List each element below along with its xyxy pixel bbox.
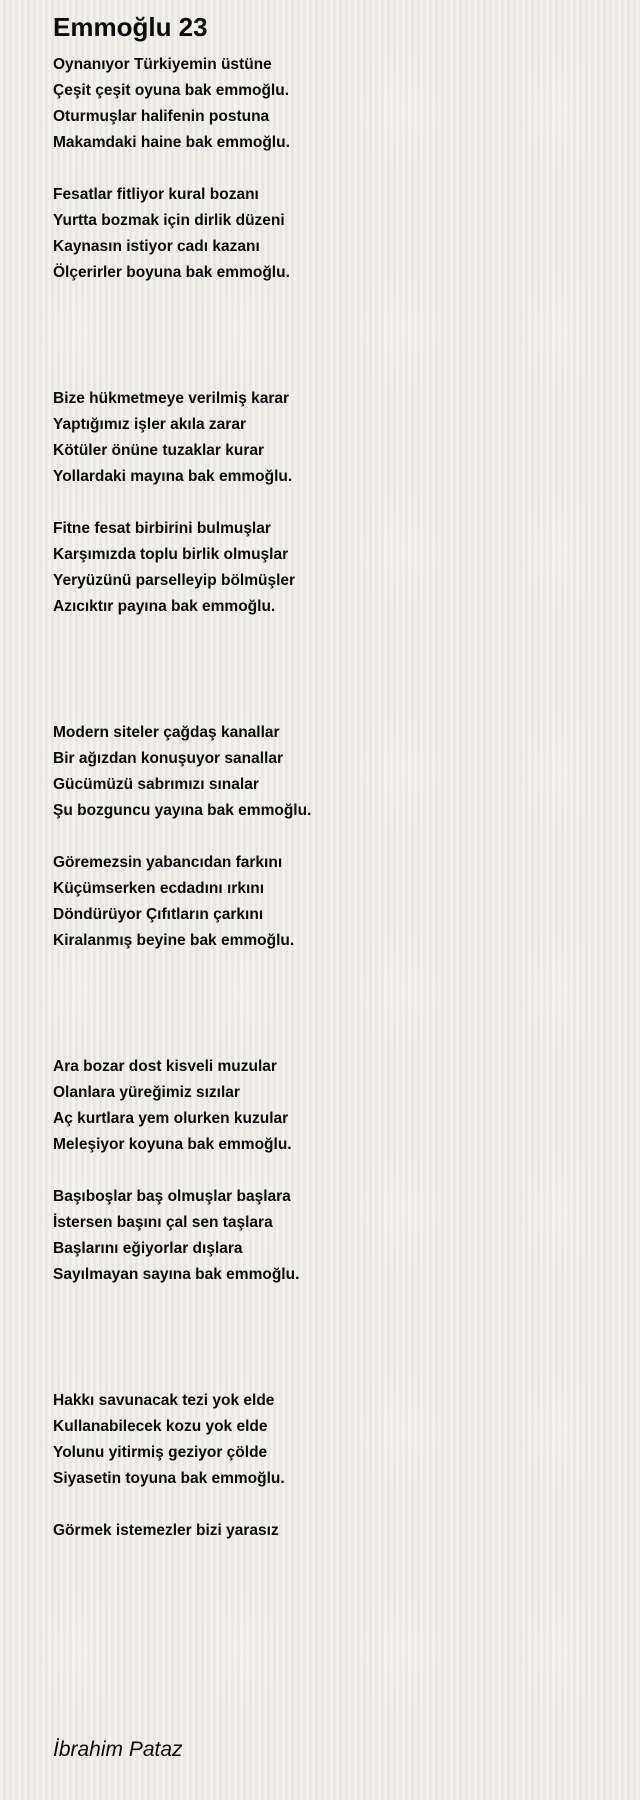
poem-page <box>53 10 613 1544</box>
poem-line: Azıcıktır payına bak emmoğlu. <box>53 598 276 615</box>
section-gap <box>53 954 613 1054</box>
poem-line: Makamdaki haine bak emmoğlu. <box>53 134 290 151</box>
stanza-10 <box>53 1518 613 1544</box>
stanza-7 <box>53 1054 613 1158</box>
stanza-6 <box>53 850 613 954</box>
stanza-gap <box>53 1158 613 1184</box>
poem-line: Göremezsin yabancıdan farkını <box>53 854 283 871</box>
author-name: İbrahim Pataz <box>53 1738 183 1761</box>
section-gap <box>53 1288 613 1388</box>
poem-line: Kaynasın istiyor cadı kazanı <box>53 238 260 255</box>
poem-line: Şu bozguncu yayına bak emmoğlu. <box>53 802 312 819</box>
poem-line: Başıboşlar baş olmuşlar başlara <box>53 1188 291 1205</box>
stanza-8 <box>53 1184 613 1288</box>
poem-line: Görmek istemezler bizi yarasız <box>53 1522 279 1539</box>
poem-line: Fitne fesat birbirini bulmuşlar <box>53 520 271 537</box>
poem-line: Oynanıyor Türkiyemin üstüne <box>53 56 272 73</box>
poem-line: Bir ağızdan konuşuyor sanallar <box>53 750 283 767</box>
poem-line: Hakkı savunacak tezi yok elde <box>53 1392 275 1409</box>
poem-line: Gücümüzü sabrımızı sınalar <box>53 776 259 793</box>
poem-line: Kötüler önüne tuzaklar kurar <box>53 442 265 459</box>
poem-line: Karşımızda toplu birlik olmuşlar <box>53 546 289 563</box>
poem-line: Küçümserken ecdadını ırkını <box>53 880 265 897</box>
poem-line: Sayılmayan sayına bak emmoğlu. <box>53 1266 300 1283</box>
poem-line: Ölçerirler boyuna bak emmoğlu. <box>53 264 290 281</box>
poem-line: Döndürüyor Çıfıtların çarkını <box>53 906 264 923</box>
poem-title: Emmoğlu 23 <box>53 12 208 42</box>
stanza-gap <box>53 1492 613 1518</box>
poem-line: İstersen başını çal sen taşlara <box>53 1214 273 1231</box>
stanza-2 <box>53 182 613 286</box>
stanza-gap <box>53 490 613 516</box>
poem-line: Başlarını eğiyorlar dışlara <box>53 1240 243 1257</box>
poem-line: Bize hükmetmeye verilmiş karar <box>53 390 290 407</box>
stanza-3 <box>53 386 613 490</box>
poem-line: Meleşiyor koyuna bak emmoğlu. <box>53 1136 292 1153</box>
stanza-9 <box>53 1388 613 1492</box>
stanza-4 <box>53 516 613 620</box>
poem-line: Yollardaki mayına bak emmoğlu. <box>53 468 293 485</box>
poem-line: Siyasetin toyuna bak emmoğlu. <box>53 1470 285 1487</box>
poem-line: Kullanabilecek kozu yok elde <box>53 1418 268 1435</box>
stanza-1 <box>53 52 613 156</box>
poem-line: Yurtta bozmak için dirlik düzeni <box>53 212 285 229</box>
poem-line: Yaptığımız işler akıla zarar <box>53 416 246 433</box>
poem-line: Oturmuşlar halifenin postuna <box>53 108 270 125</box>
poem-line: Yolunu yitirmiş geziyor çölde <box>53 1444 268 1461</box>
poem-line: Fesatlar fitliyor kural bozanı <box>53 186 259 203</box>
poem-line: Yeryüzünü parselleyip bölmüşler <box>53 572 296 589</box>
poem-line: Ara bozar dost kisveli muzular <box>53 1058 277 1075</box>
poem-line: Olanlara yüreğimiz sızılar <box>53 1084 240 1101</box>
poem-line: Aç kurtlara yem olurken kuzular <box>53 1110 289 1127</box>
poem-line: Çeşit çeşit oyuna bak emmoğlu. <box>53 82 290 99</box>
section-gap <box>53 620 613 720</box>
stanza-gap <box>53 824 613 850</box>
poem-line: Kiralanmış beyine bak emmoğlu. <box>53 932 295 949</box>
poem-body <box>53 52 613 1544</box>
stanza-5 <box>53 720 613 824</box>
section-gap <box>53 286 613 386</box>
stanza-gap <box>53 156 613 182</box>
poem-line: Modern siteler çağdaş kanallar <box>53 724 280 741</box>
